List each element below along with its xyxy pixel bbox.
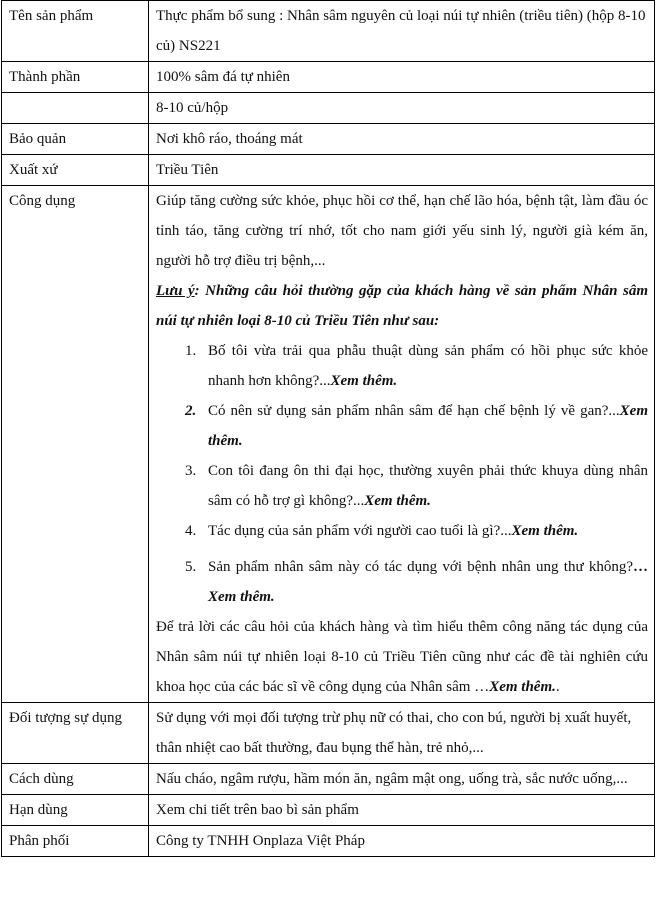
product-spec-table (1, 0, 655, 857)
row-label-origin: Xuất xứ (2, 155, 149, 186)
read-more-link[interactable]: Xem thêm. (489, 679, 556, 695)
usage-intro: Giúp tăng cường sức khỏe, phục hồi cơ thể, hạn chế lão hóa, bệnh tật, làm đầu óc tỉnh táo, tăng cường trí nhớ, tốt cho nam giới yếu sinh lý, người già kém ăn, người hỗ trợ điều trị bệnh,... (156, 193, 648, 269)
list-item (200, 336, 648, 396)
note-prefix: Lưu ý (156, 283, 195, 299)
faq-question: Tác dụng của sản phẩm với người cao tuổi là gì?... (208, 523, 512, 539)
list-item (200, 456, 648, 516)
row-label-product-name: Tên sản phẩm (2, 1, 149, 62)
row-value-origin: Triều Tiên (149, 155, 655, 186)
outro-end: . (555, 679, 560, 695)
row-label-pack (2, 93, 149, 124)
row-value-ingredients: 100% sâm đá tự nhiên (149, 62, 655, 93)
faq-list (156, 336, 648, 612)
table-row (2, 764, 655, 795)
row-value-directions: Nấu cháo, ngâm rượu, hầm món ăn, ngâm mật ong, uống trà, sắc nước uống,... (149, 764, 655, 795)
row-label-usage: Công dụng (2, 186, 149, 703)
row-value-pack: 8-10 củ/hộp (149, 93, 655, 124)
usage-outro (156, 612, 648, 702)
row-value-product-name: Thực phẩm bổ sung : Nhân sâm nguyên củ loại núi tự nhiên (triều tiên) (hộp 8-10 củ) NS221 (149, 1, 655, 62)
read-more-link[interactable]: Xem thêm. (330, 373, 398, 389)
outro-text: Để trả lời các câu hỏi của khách hàng và tìm hiểu thêm công năng tác dụng của Nhân sâm núi tự nhiên loại 8-10 củ Triều Tiên cũng như các đề tài nghiên cứu khoa học của các bác sĩ về công dụng của Nhân sâm … (156, 619, 648, 695)
note-text: : Những câu hỏi thường gặp của khách hàng về sản phẩm Nhân sâm núi tự nhiên loại 8-10 củ Triều Tiên như sau: (156, 283, 649, 329)
table-row (2, 124, 655, 155)
read-more-link[interactable]: Xem thêm. (511, 523, 579, 539)
table-row (2, 186, 655, 703)
row-label-distributor: Phân phối (2, 826, 149, 857)
faq-question: Con tôi đang ôn thi đại học, thường xuyên phải thức khuya dùng nhân sâm có hỗ trợ gì không?... (208, 463, 648, 509)
faq-question: Sản phẩm nhân sâm này có tác dụng với bệnh nhân ung thư không? (208, 559, 633, 575)
row-label-directions: Cách dùng (2, 764, 149, 795)
faq-question: Bố tôi vừa trải qua phẫu thuật dùng sản phẩm có hồi phục sức khỏe nhanh hơn không?... (208, 343, 648, 389)
table-row (2, 826, 655, 857)
table-row (2, 93, 655, 124)
table-row (2, 1, 655, 62)
row-value-target-users: Sử dụng với mọi đối tượng trừ phụ nữ có thai, cho con bú, người bị xuất huyết, thân nhiệt cao bất thường, đau bụng thể hàn, trẻ nhỏ,... (149, 703, 655, 764)
read-more-link[interactable]: Xem thêm. (364, 493, 431, 509)
row-label-storage: Bảo quản (2, 124, 149, 155)
usage-note (156, 276, 648, 336)
list-item (200, 396, 648, 456)
row-value-expiry: Xem chi tiết trên bao bì sản phẩm (149, 795, 655, 826)
faq-dots: … (633, 559, 648, 575)
table-row (2, 703, 655, 764)
faq-question: Có nên sử dụng sản phẩm nhân sâm để hạn chế bệnh lý về gan?... (208, 403, 620, 419)
row-label-expiry: Hạn dùng (2, 795, 149, 826)
row-label-ingredients: Thành phần (2, 62, 149, 93)
table-row (2, 795, 655, 826)
read-more-link[interactable]: Xem thêm. (208, 589, 275, 605)
table-row (2, 155, 655, 186)
read-more-link[interactable]: Xem thêm. (208, 403, 648, 449)
row-label-target-users: Đối tượng sự dụng (2, 703, 149, 764)
list-item (200, 516, 648, 546)
list-item (200, 552, 648, 612)
row-value-storage: Nơi khô ráo, thoáng mát (149, 124, 655, 155)
row-value-distributor: Công ty TNHH Onplaza Việt Pháp (149, 826, 655, 857)
table-row (2, 62, 655, 93)
row-value-usage (149, 186, 655, 703)
